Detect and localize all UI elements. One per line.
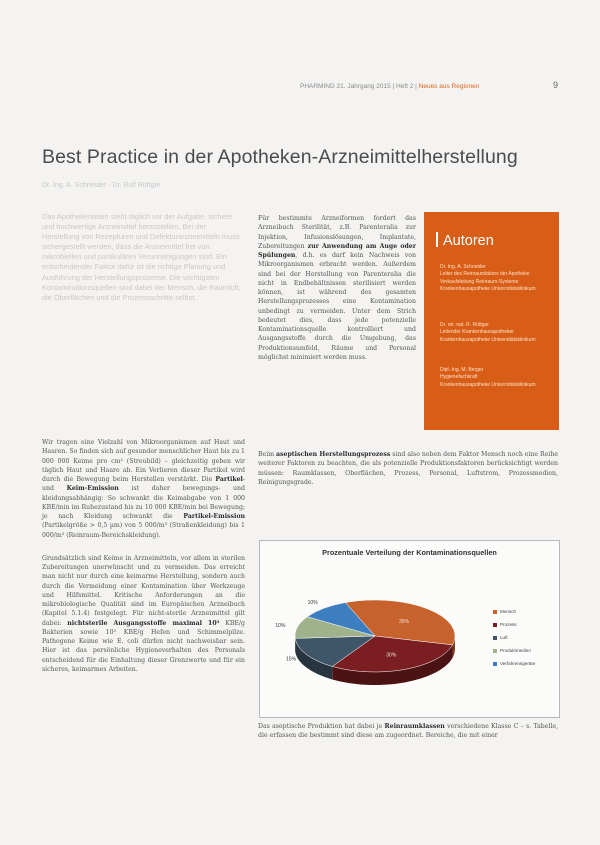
paragraph (258, 722, 558, 741)
authors-heading (436, 232, 494, 249)
legend-swatch (493, 662, 497, 666)
authors-box (424, 212, 559, 430)
legend-label: Mensch (500, 609, 517, 614)
legend-item (493, 635, 508, 640)
running-header-section: Neues aus Regionen (418, 83, 480, 90)
paragraph (42, 554, 245, 674)
text-run: Das aseptische Produktion hat dabei je (258, 723, 385, 730)
text-run: sind also neben dem Faktor Mensch noch eine Reihe weiterer Faktoren zu beachten, die als potenzielle Produktionsfaktoren berücksichtigt werden müssen: Raumklassen, Oberflächen, Prozess, Personal, Luftstrom, Prozessmedien, Reinigungsgrade. (258, 451, 558, 486)
legend-item (493, 661, 535, 666)
bold-text: nichtsterile Ausgangsstoffe maximal 10³ (67, 619, 220, 627)
bold-text: zur Anwendung am Auge oder Spülungen (258, 242, 416, 259)
paragraph (258, 450, 558, 487)
legend-item (493, 648, 531, 653)
text-run: Wir tragen eine Vielzahl von Mikroorganismen auf Haut und Haaren. So finden sich auf gesunder menschlicher Haut bis zu 1 000 000 Keime pro cm² (Streubild) – gleichzeitig geben wir täglich Haut und Haare ab. Ein Verlieren dieser Partikel wird durch die Bewegung beim Herstellen verstärkt. Die (42, 439, 245, 483)
legend-swatch (493, 636, 497, 640)
page-number: 9 (553, 80, 559, 90)
pie-data-label: 15% (286, 656, 297, 663)
bold-text: Keim-Emission (66, 485, 119, 493)
article-title: Best Practice in der Apotheken-Arzneimittelherstellung (42, 146, 518, 168)
legend-label: Prozess (500, 622, 517, 627)
body-column-bottom (258, 722, 558, 747)
text-run: Grundsätzlich sind Keime in Arzneimitteln, vor allem in sterilen Zubereitungen unerwünscht und zu vermeiden. Das erreicht man nicht nur durch eine keimarme Herstellung, sondern auch durch die Vermeidung einer Kontamination über Werkzeuge und Hilfsmittel. Kritische Anforderungen an die mikrobiologische Qualität sind im Europäischen Arzneibuch (Kapitel 5.1.4) festgelegt. Für nicht-sterile Arzneimittel gilt dabei: (42, 554, 245, 627)
pie-data-label: 10% (307, 600, 318, 607)
bold-text: Partikel (215, 476, 243, 483)
chart-title: Prozentuale Verteilung der Kontaminationsquellen (322, 548, 497, 557)
authors-heading-text: Autoren (443, 233, 494, 249)
paragraph (258, 214, 416, 362)
legend-label: Luft (500, 635, 508, 640)
author-entry: Dr. rer. nat. R. Rüttger Leitender Krankenhausapotheker Krankenhausapotheke Universitätsklinikum (440, 322, 536, 343)
legend-swatch (493, 610, 497, 614)
running-header-text: PHARMIND 21. Jahrgang 2015 | Heft 2 | (300, 83, 417, 90)
paragraph (42, 438, 245, 540)
text-run: , d.h. es darf kein Nachweis von Mikroorganismen erbracht werden. Außerdem sind bei der Herstellung von Parenteralia die nicht in Endbehältnissen sterilisiert werden können, ist während des gesamten Herstellungsprozesses eine Kontamination unbedingt zu vermeiden. Unter dem Strich bedeutet dies, dass jede potenzielle Kontaminationsquelle kontrolliert und Ausgangsstoffe durch die Umgebung, das Produktionsumfeld, Räume und Personal möglichst minimiert werden muss. (258, 252, 416, 361)
legend-swatch (493, 649, 497, 653)
pie-data-label: 30% (386, 652, 397, 659)
pie-chart (259, 540, 560, 718)
text-run: (Partikelgröße > 0,5 µm) von 5 000/m³ (Straßenkleidung) bis 1 000/m³ (Reinraum-Bereichskleidung). (42, 522, 245, 539)
bold-text: Partikel-Emission (183, 513, 245, 520)
bold-text: Reinraumklassen (384, 723, 445, 730)
text-run: - und (42, 476, 245, 493)
body-column-left (42, 438, 245, 680)
body-column-right-wide (258, 450, 558, 493)
article-byline: Dr. Ing. A. Schneider · Dr. Rolf Rüttger (42, 182, 161, 189)
text-run: Für bestimmte Arzneiformen fordert das Arzneibuch Sterilität, z.B. Parenteralia zur Injektion, Infusionslösungen, Implantate, Zubereitungen (258, 215, 416, 250)
running-header (300, 83, 550, 90)
heading-bar (436, 232, 438, 247)
text-run: ist daher bewegungs- und kleidungsabhängig: So schwankt die Keimabgabe von 1 000 KBE/min im Ruhezustand bis zu 10 000 KBE/min bei Bewegung; je nach Kleidung schwankt die (42, 485, 245, 520)
text-run: Beim (258, 451, 277, 458)
bold-text: aseptischen Herstellungsprozess (276, 451, 391, 458)
legend-item (493, 609, 516, 614)
author-entry: Dr. Ing. A. Schneider Leiter des Reinraumlabors der Apotheke Verkaufsleitung Reinraum-Systeme Krankenhausapotheke Universitätsklinikum (440, 264, 536, 292)
legend-item (493, 622, 517, 627)
pie-chart-svg (260, 541, 559, 717)
legend-swatch (493, 623, 497, 627)
body-column-middle (258, 214, 416, 368)
article-intro: Das Apothekenteam steht täglich vor der Aufgabe, sichere und hochwertige Arzneimittel herzustellen. Bei der Herstellung von Rezepturen und Defekturarzneimitteln muss sichergestellt werden, dass die Arzneimittel frei von mikrobiellen und partikulären Verunreinigungen sind. Ein entscheidender Faktor dafür ist die richtige Planung und Ausführung der Herstellungsprozesse. Die wichtigsten Kontaminationsquellen sind dabei der Mensch, die Raumluft, die Oberflächen und die Prozessschritte selbst. (42, 212, 241, 302)
text-run: KBE/g Bakterien sowie 10² KBE/g Hefen und Schimmelpilze. Pathogene Keime wie E. coli dürfen nicht nachweisbar sein. Hier ist das persönliche Hygieneverhalten des Personals entscheidend für die Einhaltung dieser Grenzwerte und für ein sicheres, keimarmes Arbeiten. (42, 619, 245, 673)
pie-data-label: 35% (399, 619, 410, 626)
legend-label: Verfahrensgeräte (500, 661, 536, 666)
pie-data-label: 10% (275, 623, 286, 630)
text-run: verschiedene Klasse C – s. Tabelle, die erfassen die bestimmt sind diese am zugeordnet. Bereiche, die mit einer (258, 723, 558, 740)
author-entry: Dipl.-Ing. M. Berger Hygienefachkraft Krankenhausapotheke Universitätsklinikum (440, 367, 536, 388)
legend-label: Produktmedien (500, 648, 531, 653)
